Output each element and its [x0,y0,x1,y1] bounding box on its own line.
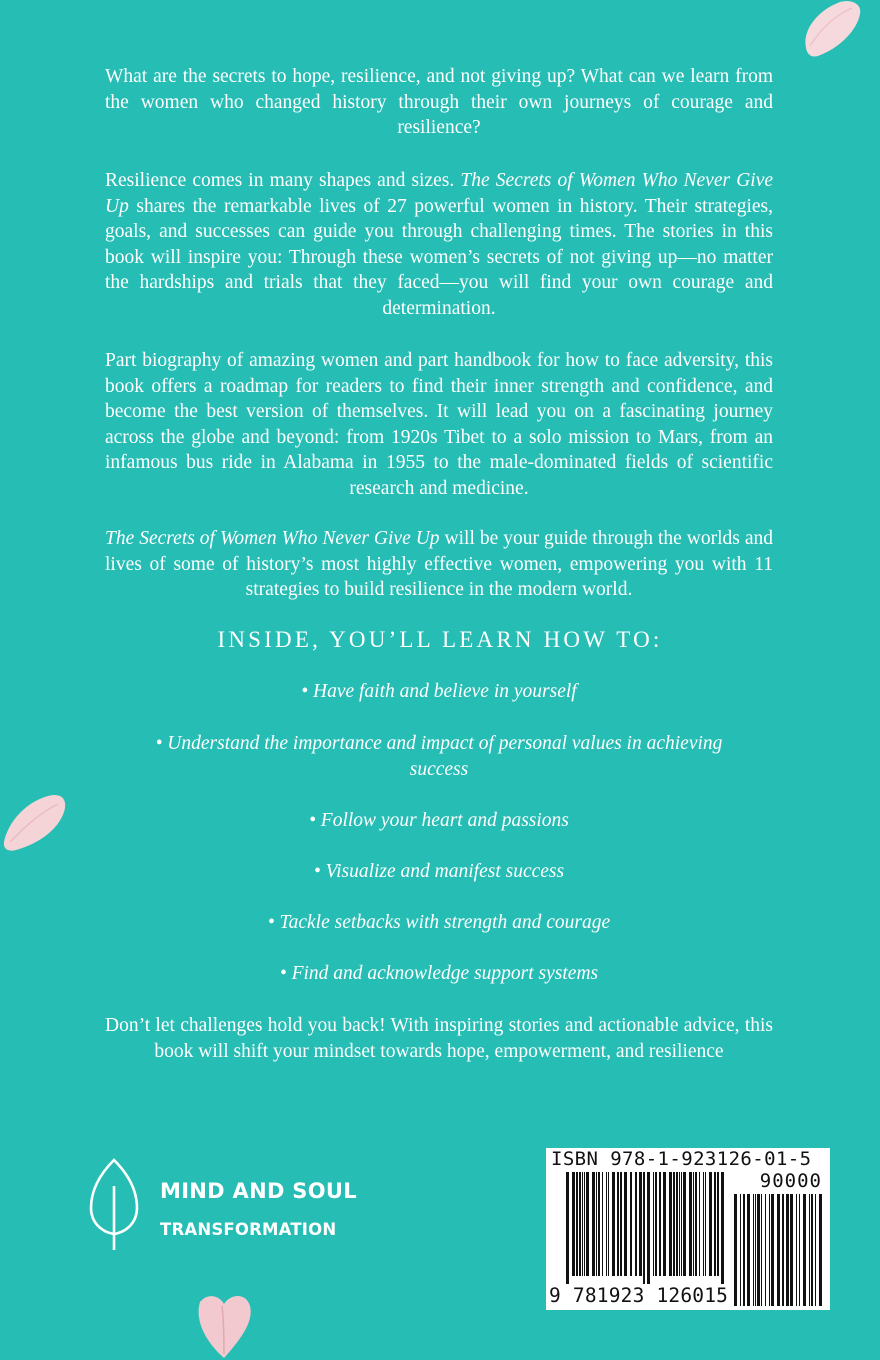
barcode-bar [602,1172,603,1276]
barcode-bar [617,1172,619,1276]
intro-paragraph: What are the secrets to hope, resilience, and not giving up? What can we learn from the women who changed history through their own journeys of courage and resilience? [105,66,773,138]
barcode-bar [786,1194,789,1306]
barcode-bar [757,1194,760,1306]
barcode-bar [743,1194,745,1306]
barcode-bar [755,1194,756,1306]
barcode-bar [771,1194,774,1306]
barcode-bar [572,1172,575,1276]
barcode-bar [765,1194,766,1306]
barcode-bar [596,1172,597,1276]
price-addon: 90000 [759,1170,822,1192]
barcode-bar [769,1194,770,1306]
barcode-bar [606,1172,607,1276]
barcode-bar [693,1172,694,1276]
barcode-bar [663,1172,666,1276]
barcode-bar [586,1172,589,1276]
summary-paragraph [105,168,773,321]
barcode-bar [761,1194,762,1306]
barcode-bar [655,1172,657,1276]
ean-digits: 9 781923 126015 [549,1284,729,1307]
barcode-bar [579,1172,581,1276]
publisher-tagline: TRANSFORMATION [160,1220,337,1239]
barcode-bar [819,1194,822,1306]
summary-paragraph-start: Resilience comes in many shapes and sizes. [105,170,461,191]
bullet-item: • Tackle setbacks with strength and courage [267,912,611,933]
barcode-bar [782,1194,784,1306]
barcode-bar [809,1194,810,1306]
summary-paragraph-end: shares the remarkable lives of 27 powerful women in history. Their strategies, goals, and successes can guide you through challenging times. The stories in this book will inspire you: Through these women’s secrets of not giving up—no matter the hardships and trials that they faced—you will find your own courage and determination. [105,195,773,319]
publisher-logo [88,1156,388,1256]
barcode-bar [703,1172,704,1276]
journey-paragraph: Part biography of amazing women and part handbook for how to face adversity, this book offers a roadmap for readers to find their inner strength and confidence, and become the best version of themselves. It will lead you on a fascinating journey across the globe and beyond: from 1920s Tibet to a solo mission to Mars, from an infamous bus ride in Alabama in 1955 to the male-dominated fields of scientific research and medicine. [105,350,773,499]
barcode-bar [643,1172,645,1284]
petal-bottom [194,1288,252,1360]
barcode-bar [695,1172,697,1276]
leaf-icon [88,1156,140,1252]
barcode-bar [811,1194,813,1306]
barcode-bar [647,1172,650,1284]
barcode-bar [803,1194,806,1306]
barcode-bar [799,1194,800,1306]
publisher-name: MIND AND SOUL [160,1179,357,1203]
barcode-bar [705,1172,706,1276]
isbn-barcode [546,1148,830,1310]
barcode-bar [598,1172,600,1276]
barcode-bar [699,1172,700,1276]
barcode-bar [624,1172,627,1276]
barcode-bar [683,1172,686,1276]
petal-top-right [800,0,864,60]
barcode-bar [659,1172,661,1276]
book-title-italic: The Secrets of Women Who Never Give Up [105,170,773,217]
bullet-item: • Find and acknowledge support systems [279,963,599,984]
bullet-item: • Visualize and manifest success [313,861,565,882]
barcode-bar [639,1172,642,1276]
barcode-bar [612,1172,615,1276]
barcode-bar [635,1172,637,1276]
barcode-bar [709,1172,712,1276]
isbn-label: ISBN 978-1-923126-01-5 [551,1148,812,1170]
barcode-bar [592,1172,595,1276]
barcode-bar [669,1172,672,1276]
barcode-bar [796,1194,797,1306]
barcode-bar [714,1172,716,1276]
guide-paragraph [105,526,773,603]
barcode-bar [734,1194,737,1306]
barcode-bar [721,1172,724,1284]
petal-left [2,792,68,854]
barcode-bar [584,1172,585,1276]
barcode-bar [777,1194,780,1306]
closing-paragraph: Don’t let challenges hold you back! With inspiring stories and actionable advice, this book will shift your mindset towards hope, empowerment, and resilience [105,1015,773,1062]
barcode-bar [689,1172,692,1276]
barcode-bar [673,1172,675,1276]
barcode-bar [582,1172,583,1276]
barcode-bar [653,1172,654,1276]
barcode-bar [717,1172,719,1276]
barcode-bar [753,1194,754,1306]
barcode-bar [620,1172,622,1276]
barcode-bar [676,1172,678,1276]
bullet-item: • Have faith and believe in yourself [301,681,577,702]
guide-paragraph-end: will be your guide through the worlds and lives of some of history’s most highly effective women, empowering you with 11 strategies to build resilience in the modern world. [105,528,773,600]
barcode-bar [790,1194,793,1306]
barcode-bar [576,1172,578,1276]
learn-heading: INSIDE, YOU’LL LEARN HOW TO: [217,627,663,652]
barcode-bar [608,1172,609,1276]
barcode-bar [679,1172,680,1276]
barcode-bar [747,1194,750,1306]
barcode-bar [815,1194,816,1306]
barcode-bar [630,1172,632,1276]
bullet-item: • Follow your heart and passions [309,810,569,831]
bullet-item: • Understand the importance and impact of personal values in achieving success [155,733,723,780]
book-title-italic-2: The Secrets of Women Who Never Give Up [105,528,440,549]
barcode-bar [681,1172,682,1276]
barcode-bar [740,1194,741,1306]
barcode-bar [566,1172,569,1284]
